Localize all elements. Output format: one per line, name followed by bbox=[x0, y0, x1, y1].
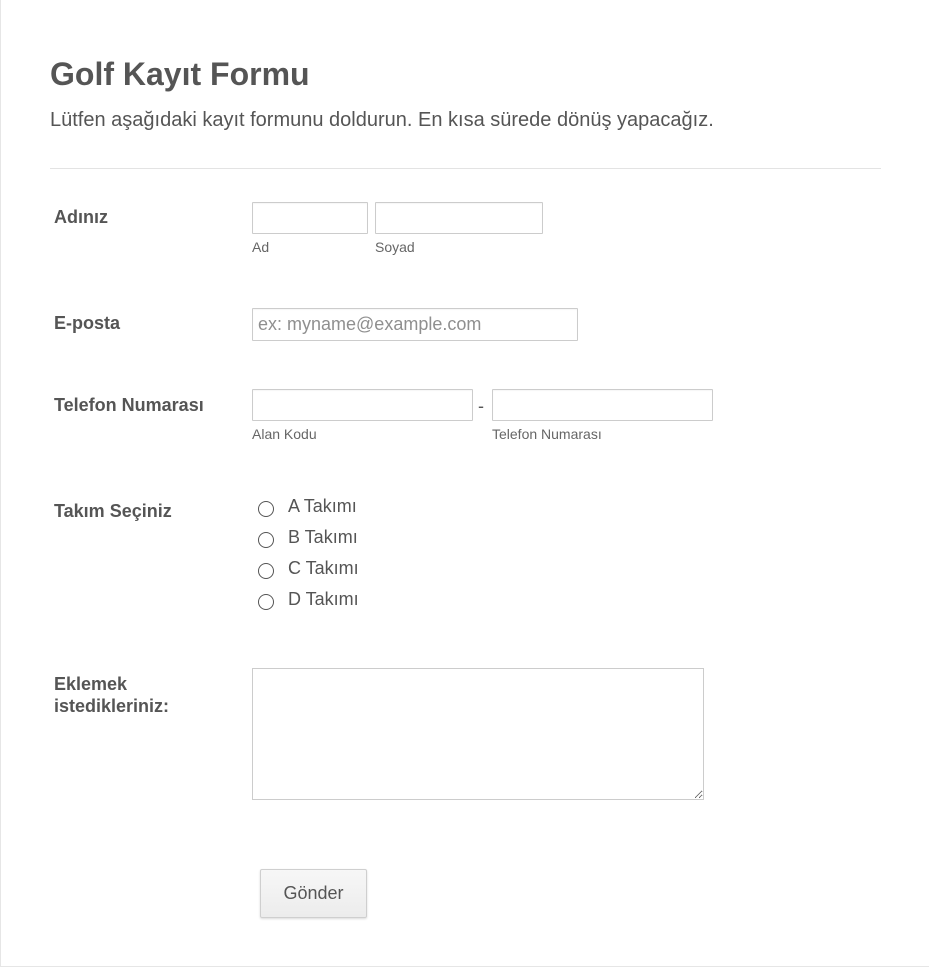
last-name-sublabel: Soyad bbox=[375, 239, 415, 255]
phone-number-sublabel: Telefon Numarası bbox=[492, 426, 602, 442]
area-code-input[interactable] bbox=[252, 389, 473, 421]
area-code-sublabel: Alan Kodu bbox=[252, 426, 317, 442]
phone-label: Telefon Numarası bbox=[54, 395, 204, 415]
team-option-c[interactable] bbox=[258, 556, 359, 580]
header-divider bbox=[50, 168, 881, 169]
first-name-input[interactable] bbox=[252, 202, 368, 234]
radio-circle-icon[interactable] bbox=[258, 594, 274, 610]
name-label: Adınız bbox=[54, 207, 108, 227]
radio-circle-icon[interactable] bbox=[258, 532, 274, 548]
team-option-label: B Takımı bbox=[288, 526, 358, 547]
team-option-b[interactable] bbox=[258, 525, 358, 549]
team-option-label: C Takımı bbox=[288, 557, 359, 578]
team-option-label: D Takımı bbox=[288, 588, 359, 609]
radio-circle-icon[interactable] bbox=[258, 501, 274, 517]
comments-label-line1: Eklemek bbox=[54, 674, 128, 694]
radio-circle-icon[interactable] bbox=[258, 563, 274, 579]
comments-label-line2: istedikleriniz: bbox=[54, 696, 170, 716]
email-input[interactable] bbox=[252, 308, 578, 341]
email-label: E-posta bbox=[54, 313, 121, 333]
team-option-a[interactable] bbox=[258, 494, 357, 518]
submit-button[interactable]: Gönder bbox=[260, 869, 367, 918]
phone-number-input[interactable] bbox=[492, 389, 713, 421]
comments-label bbox=[54, 673, 169, 717]
team-option-label: A Takımı bbox=[288, 495, 357, 516]
form-title: Golf Kayıt Formu bbox=[50, 56, 310, 92]
form-subtitle: Lütfen aşağıdaki kayıt formunu doldurun. En kısa sürede dönüş yapacağız. bbox=[50, 109, 714, 131]
last-name-input[interactable] bbox=[375, 202, 543, 234]
comments-textarea[interactable] bbox=[252, 668, 704, 800]
team-label: Takım Seçiniz bbox=[54, 501, 172, 521]
phone-separator: - bbox=[478, 396, 484, 416]
first-name-sublabel: Ad bbox=[252, 239, 270, 255]
team-option-d[interactable] bbox=[258, 587, 359, 611]
